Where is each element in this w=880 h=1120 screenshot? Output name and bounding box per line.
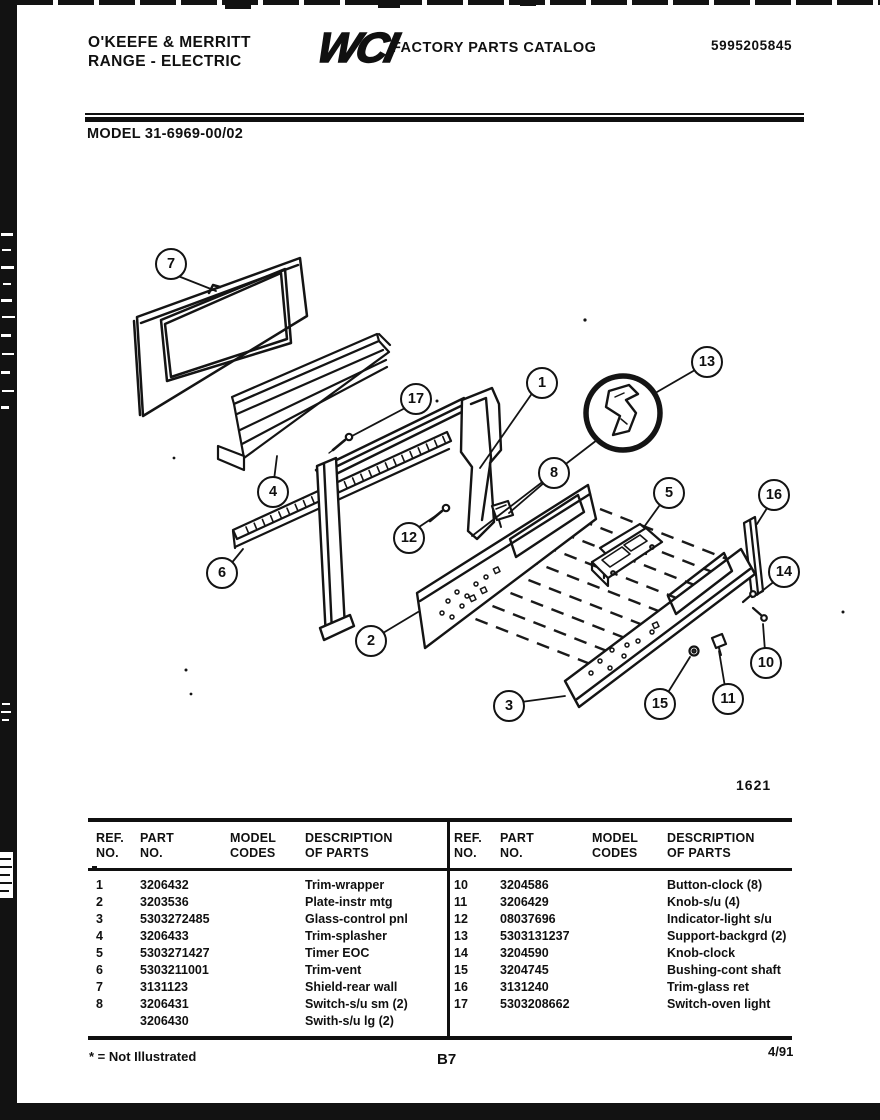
table-cell: 5	[96, 946, 103, 960]
column-header: REF. NO.	[454, 831, 482, 860]
table-cell	[96, 1013, 140, 1030]
table-cell: Trim-glass ret	[667, 980, 749, 994]
table-cell: Bushing-cont shaft	[667, 963, 781, 977]
table-row	[454, 911, 790, 928]
table-cell: 3203536	[140, 895, 189, 909]
table-cell: Knob-s/u (4)	[667, 895, 740, 909]
table-cell: 12	[454, 912, 468, 926]
table-cell: Plate-instr mtg	[305, 895, 393, 909]
table-row	[96, 894, 444, 911]
callout-7: 7	[155, 248, 187, 280]
table-row	[454, 996, 790, 1013]
callout-3: 3	[493, 690, 525, 722]
callout-11: 11	[712, 683, 744, 715]
table-cell	[592, 911, 667, 928]
callout-12: 12	[393, 522, 425, 554]
table-cell	[230, 979, 305, 996]
fastener-clip-8	[492, 501, 513, 527]
table-cell: 2	[96, 895, 103, 909]
table-row	[96, 996, 444, 1013]
parts-table-right	[454, 831, 790, 1013]
table-cell: 10	[454, 878, 468, 892]
table-row	[454, 894, 790, 911]
table-header-row	[96, 831, 444, 861]
column-header: MODEL CODES	[230, 831, 277, 860]
model-number: MODEL 31-6969-00/02	[87, 126, 244, 142]
table-row	[454, 979, 790, 996]
column-header: PART NO.	[500, 831, 534, 860]
brand-line2: RANGE - ELECTRIC	[88, 53, 242, 70]
table-cell: 3204586	[500, 878, 549, 892]
callout-10: 10	[750, 647, 782, 679]
detail-circle-support-bracket	[586, 376, 660, 450]
callout-1: 1	[526, 367, 558, 399]
table-cell: 14	[454, 946, 468, 960]
table-cell: 3206430	[140, 1014, 189, 1028]
table-cell	[230, 1013, 305, 1030]
table-cell: 16	[454, 980, 468, 994]
footer-note: * = Not Illustrated	[89, 1049, 197, 1064]
table-cell	[230, 877, 305, 894]
column-header: DESCRIPTION OF PARTS	[667, 831, 755, 860]
table-row	[96, 979, 444, 996]
parts-table-left	[96, 831, 444, 1030]
table-row	[96, 911, 444, 928]
column-header: MODEL CODES	[592, 831, 639, 860]
table-bottom-rule	[88, 1036, 792, 1040]
table-cell	[230, 911, 305, 928]
fastener-bushing-15	[690, 647, 699, 656]
table-header-row	[454, 831, 790, 861]
column-header: DESCRIPTION OF PARTS	[305, 831, 393, 860]
table-row	[96, 877, 444, 894]
column-header: REF. NO.	[96, 831, 124, 860]
table-cell	[592, 962, 667, 979]
fastener-screw-14	[743, 591, 756, 602]
table-cell: 5303271427	[140, 946, 210, 960]
table-row	[454, 962, 790, 979]
callout-4: 4	[257, 476, 289, 508]
callout-2: 2	[355, 625, 387, 657]
table-cell: Switch-s/u sm (2)	[305, 997, 408, 1011]
table-cell	[592, 928, 667, 945]
footer-page-number: B7	[437, 1051, 457, 1068]
table-row	[96, 945, 444, 962]
table-cell: 13	[454, 929, 468, 943]
fastener-screw-10	[753, 608, 767, 621]
table-cell	[592, 979, 667, 996]
table-cell: 5303131237	[500, 929, 570, 943]
table-cell: 08037696	[500, 912, 556, 926]
callout-17: 17	[400, 383, 432, 415]
table-cell: Timer EOC	[305, 946, 370, 960]
table-cell: Swith-s/u lg (2)	[305, 1014, 394, 1028]
callout-5: 5	[653, 477, 685, 509]
table-cell: 1	[96, 878, 103, 892]
table-row	[96, 928, 444, 945]
table-cell: 3204590	[500, 946, 549, 960]
footer-date: 4/91	[768, 1044, 794, 1059]
table-cell	[592, 877, 667, 894]
callout-14: 14	[768, 556, 800, 588]
table-cell: Glass-control pnl	[305, 912, 408, 926]
table-cell: 5303211001	[140, 963, 209, 977]
table-cell: 3131240	[500, 980, 549, 994]
callout-6: 6	[206, 557, 238, 589]
table-cell: Trim-splasher	[305, 929, 387, 943]
table-cell: Trim-wrapper	[305, 878, 385, 892]
table-cell	[230, 962, 305, 979]
table-cell: 3131123	[140, 980, 188, 994]
table-cell: 3206429	[500, 895, 549, 909]
callout-16: 16	[758, 479, 790, 511]
part-trim-vent	[233, 432, 451, 548]
table-cell: 3	[96, 912, 103, 926]
table-row	[454, 877, 790, 894]
table-cell: Button-clock (8)	[667, 878, 763, 892]
table-cell	[230, 928, 305, 945]
table-cell: 15	[454, 963, 468, 977]
table-cell: Shield-rear wall	[305, 980, 398, 994]
table-cell: 3206433	[140, 929, 189, 943]
catalog-title: FACTORY PARTS CATALOG	[392, 40, 597, 56]
column-header: PART NO.	[140, 831, 174, 860]
table-cell: Trim-vent	[305, 963, 362, 977]
table-cell	[592, 996, 667, 1013]
table-cell: 11	[454, 895, 468, 909]
table-cell	[592, 894, 667, 911]
table-row	[454, 945, 790, 962]
callout-15: 15	[644, 688, 676, 720]
table-cell: 3206432	[140, 878, 189, 892]
table-cell	[230, 996, 305, 1013]
table-row	[96, 962, 444, 979]
table-cell: Support-backgrd (2)	[667, 929, 787, 943]
table-divider	[447, 818, 450, 1040]
diagram-page-ref: 1621	[736, 777, 772, 793]
callout-13: 13	[691, 346, 723, 378]
table-cell: 8	[96, 997, 103, 1011]
table-row	[96, 1013, 444, 1030]
table-cell: 6	[96, 963, 103, 977]
table-row	[454, 928, 790, 945]
table-cell	[592, 945, 667, 962]
table-cell: 17	[454, 997, 468, 1011]
table-cell: 4	[96, 929, 103, 943]
table-cell: Knob-clock	[667, 946, 736, 960]
table-cell: Indicator-light s/u	[667, 912, 772, 926]
table-cell: 3204745	[500, 963, 549, 977]
part-timer-eoc	[592, 524, 662, 586]
table-top-rule	[88, 818, 792, 822]
table-cell	[230, 945, 305, 962]
doc-number: 5995205845	[711, 38, 793, 53]
table-cell	[230, 894, 305, 911]
table-cell: Switch-oven light	[667, 997, 771, 1011]
fastener-screw-17	[329, 434, 352, 453]
brand-line1: O'KEEFE & MERRITT	[88, 34, 251, 51]
table-cell: 3206431	[140, 997, 189, 1011]
table-cell: 7	[96, 980, 103, 994]
callout-8: 8	[538, 457, 570, 489]
wci-logo: WCI	[313, 24, 400, 71]
table-cell: 5303208662	[500, 997, 570, 1011]
table-cell: 5303272485	[140, 912, 210, 926]
